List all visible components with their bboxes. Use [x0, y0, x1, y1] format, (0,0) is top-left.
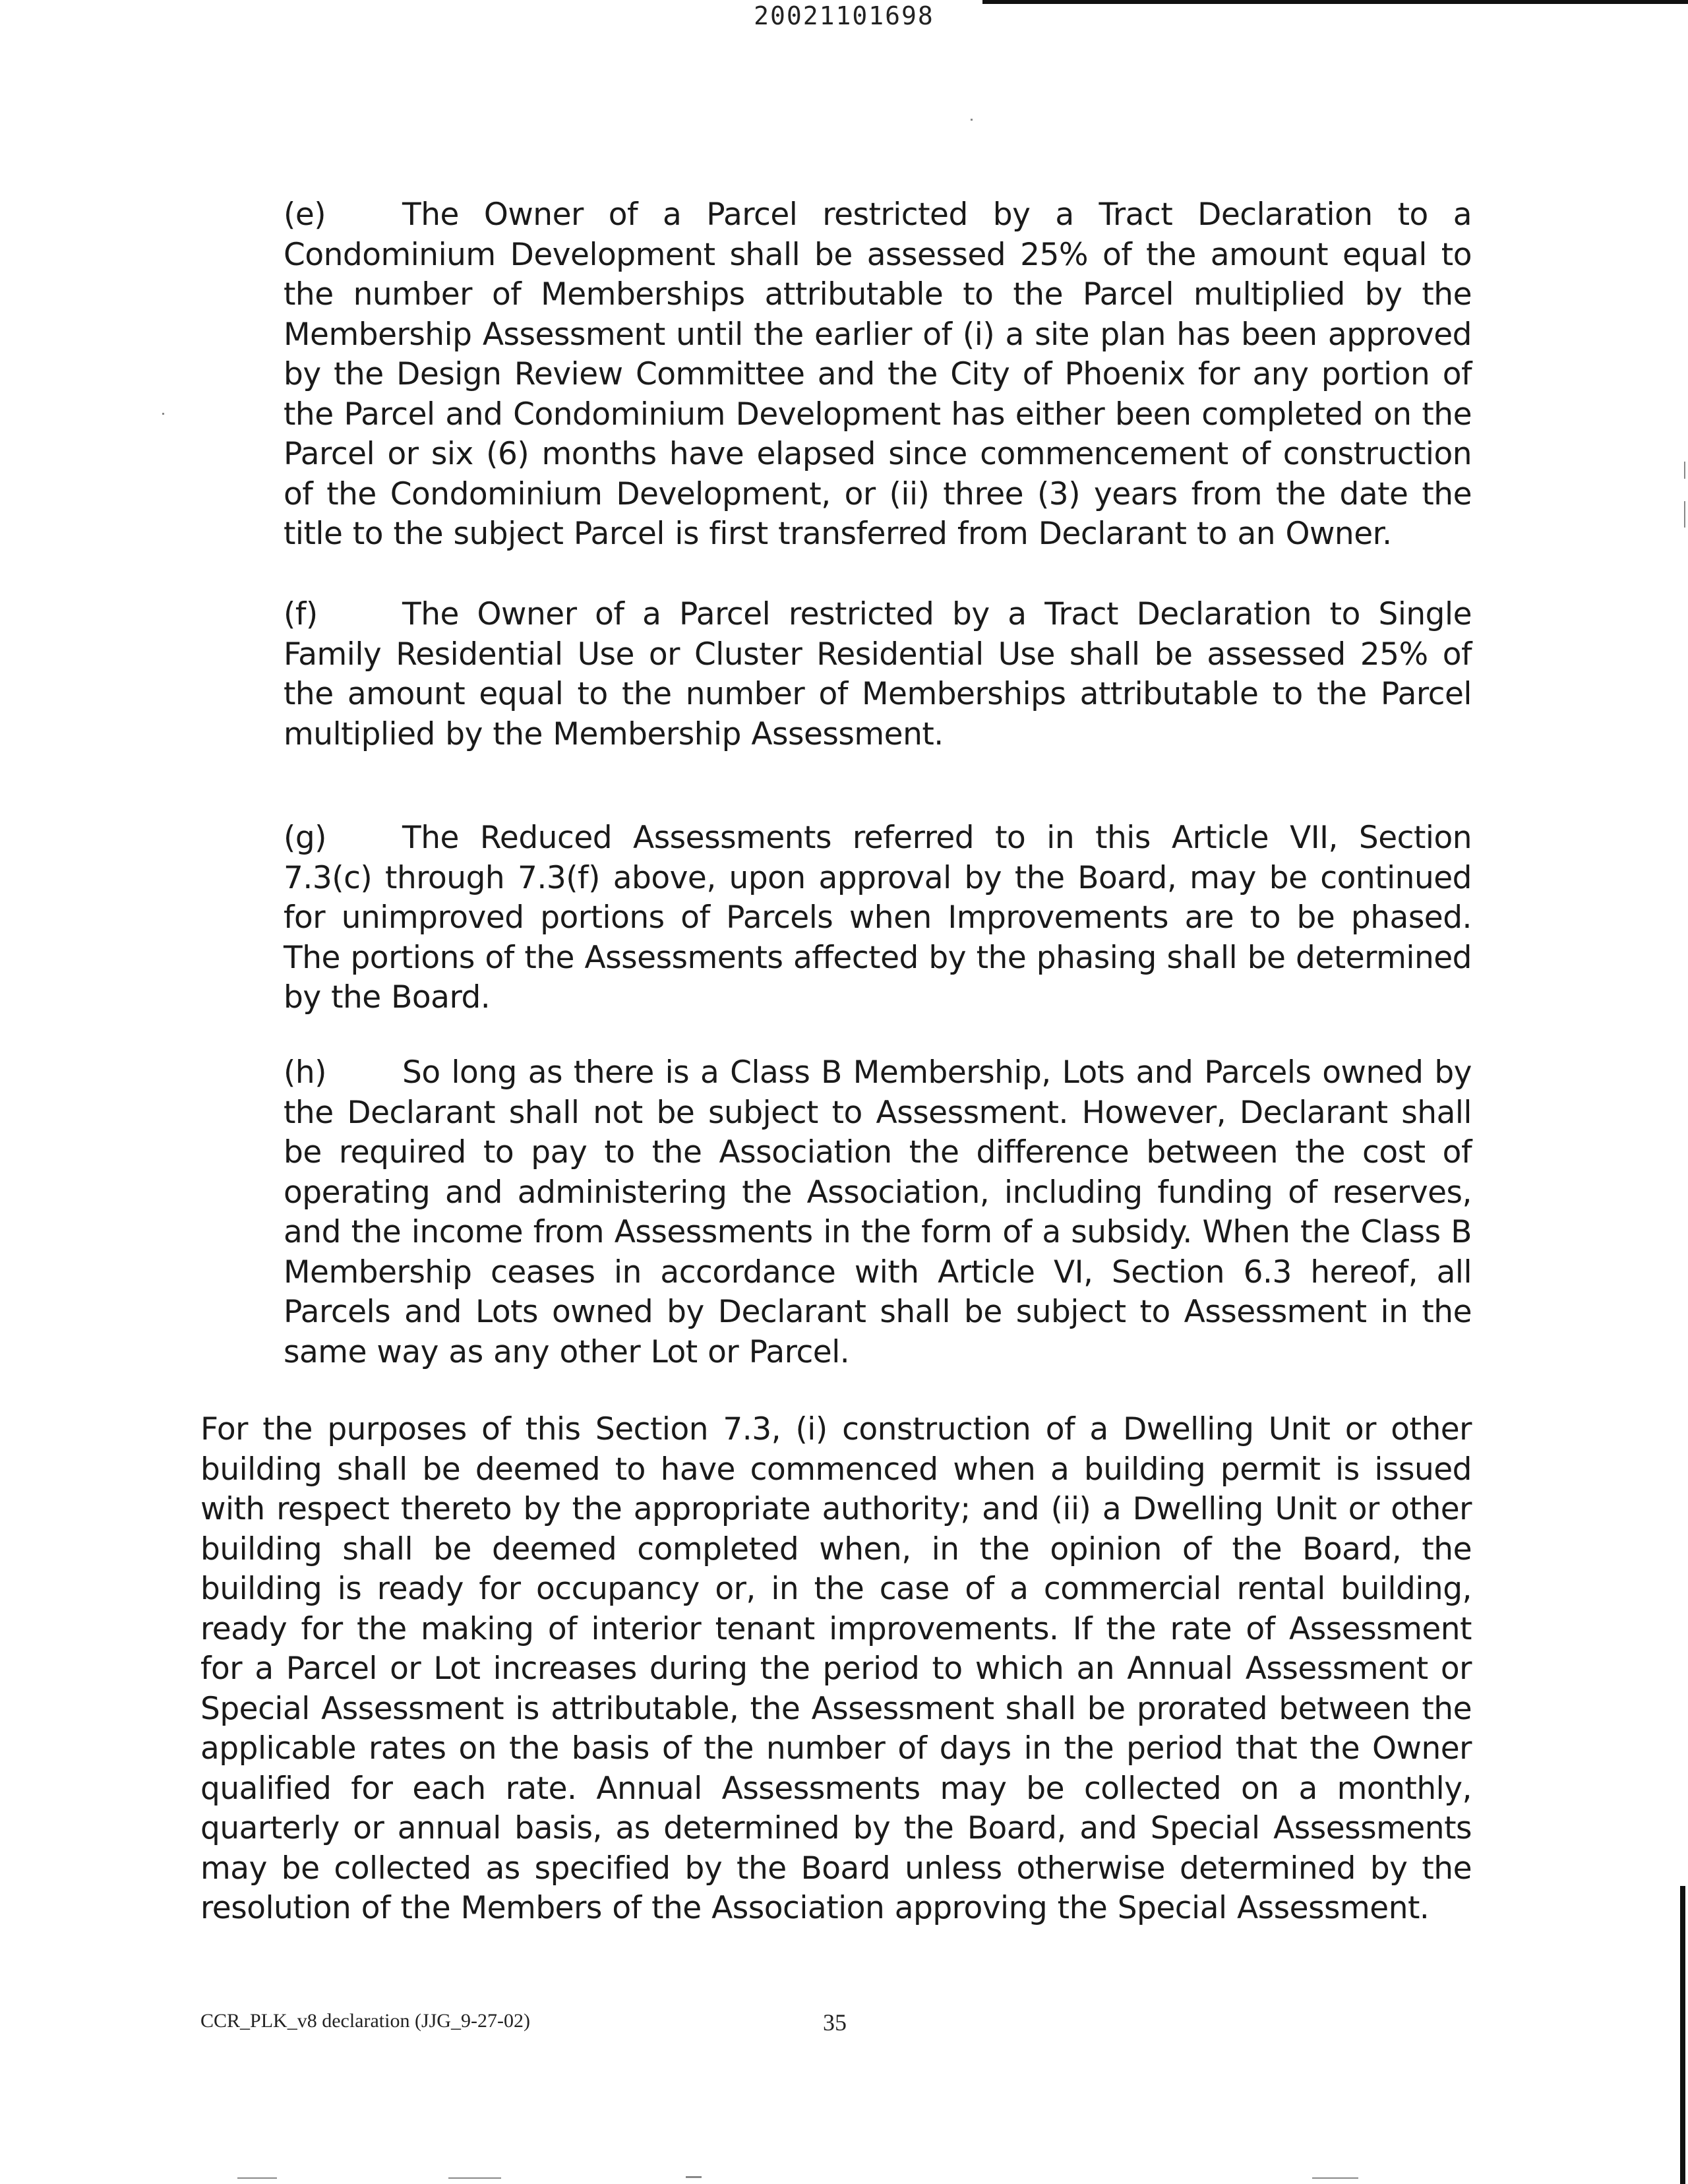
paragraph-text: So long as there is a Class B Membership, Lots and Parcels owned by the Declarant shall not be subject to Assessment. However, Declarant shall be required to pay to the Association the difference between the cost of operating and administering the Association, including funding of reserves, and the income from Assessments in the form of a subsidy. When the Class B Membership ceases in accordance with Article VI, Section 6.3 hereof, all Parcels and Lots owned by Declarant shall be subject to Assessment in the same way as any other Lot or Parcel.	[284, 1054, 1472, 1370]
footer-page-number: 35	[823, 2009, 847, 2036]
paragraph-e	[284, 195, 1472, 555]
scan-mark	[162, 413, 164, 415]
paragraph-label: (f)	[284, 596, 318, 632]
paragraph-text: The Owner of a Parcel restricted by a Tract Declaration to a Condominium Development shall be assessed 25% of the amount equal to the number of Memberships attributable to the Parcel multiplied by the Membership Assessment until the earlier of (i) a site plan has been approved by the Design Review Committee and the City of Phoenix for any portion of the Parcel and Condominium Development has either been completed on the Parcel or six (6) months have elapsed since commencement of construction of the Condominium Development, or (ii) three (3) years from the date the title to the subject Parcel is first transferred from Declarant to an Owner.	[284, 197, 1472, 552]
scan-mark	[971, 119, 973, 121]
paragraph-text: The Owner of a Parcel restricted by a Tract Declaration to Single Family Residential Use or Cluster Residential Use shall be assessed 25% of the amount equal to the number of Memberships attributable to the Parcel multiplied by the Membership Assessment.	[284, 596, 1472, 752]
scan-mark	[686, 2176, 702, 2178]
scan-mark	[1684, 501, 1685, 528]
scan-mark	[237, 2177, 277, 2179]
scan-right-edge	[1680, 1886, 1685, 2184]
scan-mark	[1312, 2177, 1358, 2179]
scan-mark	[448, 2177, 501, 2179]
document-number: 20021101698	[754, 1, 934, 30]
paragraph-label: (h)	[284, 1054, 326, 1091]
paragraph-h	[284, 1053, 1472, 1372]
paragraph-label: (g)	[284, 820, 327, 856]
scan-mark	[1684, 462, 1685, 479]
paragraph-f	[284, 595, 1472, 754]
paragraph-text: The Reduced Assessments referred to in this Article VII, Section 7.3(c) through 7.3(f) above, upon approval by the Board, may be continued for unimproved portions of Parcels when Improvements are to be phased. The portions of the Assessments affected by the phasing shall be determined by the Board.	[284, 820, 1472, 1016]
closing-paragraph: For the purposes of this Section 7.3, (i) construction of a Dwelling Unit or other building shall be deemed to have commenced when a building permit is issued with respect thereto by the appropriate authority; and (ii) a Dwelling Unit or other building shall be deemed completed when, in the opinion of the Board, the building is ready for occupancy or, in the case of a commercial rental building, ready for the making of interior tenant improvements. If the rate of Assessment for a Parcel or Lot increases during the period to which an Annual Assessment or Special Assessment is attributable, the Assessment shall be prorated between the applicable rates on the basis of the number of days in the period that the Owner qualified for each rate. Annual Assessments may be collected on a monthly, quarterly or annual basis, as determined by the Board, and Special Assessments may be collected as specified by the Board unless otherwise determined by the resolution of the Members of the Association approving the Special Assessment.	[200, 1411, 1472, 1926]
paragraph-label: (e)	[284, 197, 326, 233]
footer-file-reference: CCR_PLK_v8 declaration (JJG_9-27-02)	[200, 2010, 530, 2032]
paragraph-g	[284, 818, 1472, 1018]
